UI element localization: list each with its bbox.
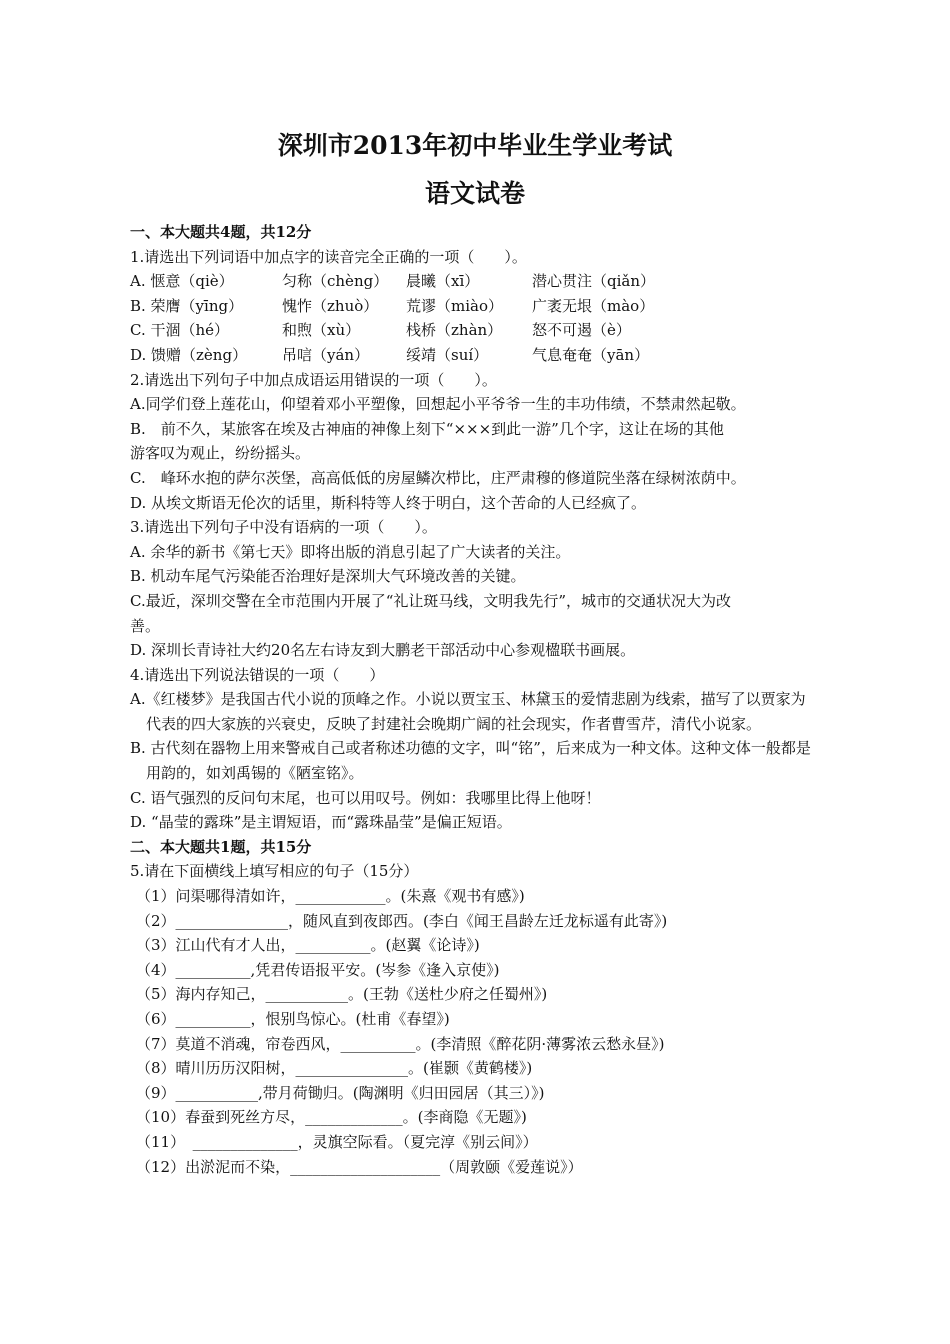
fill-blank-item: （9）___________,带月荷锄归。(陶渊明《归田园居（其三）》) bbox=[136, 1083, 545, 1102]
question-1 bbox=[130, 245, 820, 368]
question-stem: 2.请选出下列句子中加点成语运用错误的一项（ ）。 bbox=[130, 370, 497, 389]
option-cell: 晨曦（xī） bbox=[406, 272, 480, 291]
fill-blank-item: （12）出淤泥而不染，____________________（周敦颐《爱莲说》） bbox=[136, 1157, 583, 1176]
option-cell: D. 馈赠（zèng） bbox=[130, 345, 248, 364]
question-stem: 4.请选出下列说法错误的一项（ ） bbox=[130, 665, 385, 684]
question-4 bbox=[130, 663, 820, 835]
question-3 bbox=[130, 515, 820, 663]
option-cell: 和煦（xù） bbox=[282, 321, 361, 340]
fill-blank-item: （3）江山代有才人出，__________。(赵翼《论诗》) bbox=[136, 936, 480, 955]
fill-blank-item: （1）问渠哪得清如许，____________。(朱熹《观书有感》) bbox=[136, 887, 525, 906]
fill-blank-item: （11） ______________，灵旗空际看。（夏完淳《别云间》） bbox=[136, 1132, 538, 1151]
option-c: C. 峰环水抱的萨尔茨堡，高高低低的房屋鳞次栉比，庄严肃穆的修道院坐落在绿树浓荫中。 bbox=[130, 468, 746, 487]
option-a: A. 余华的新书《第七天》即将出版的消息引起了广大读者的关注。 bbox=[130, 542, 571, 561]
option-d: D. “晶莹的露珠”是主谓短语，而“露珠晶莹”是偏正短语。 bbox=[130, 813, 512, 832]
option-b: B. 前不久，某旅客在埃及古神庙的神像上刻下“×××到此一游”几个字，这让在场的其他 bbox=[130, 419, 724, 438]
option-d: D. 从埃文斯语无伦次的话里，斯科特等人终于明白，这个苦命的人已经疯了。 bbox=[130, 493, 647, 512]
question-stem: 5.请在下面横线上填写相应的句子（15分） bbox=[130, 862, 419, 881]
option-a: A.同学们登上莲花山，仰望着邓小平塑像，回想起小平爷爷一生的丰功伟绩，不禁肃然起敬。 bbox=[130, 395, 746, 414]
option-row-a bbox=[130, 269, 820, 294]
option-c-continued: 善。 bbox=[130, 616, 161, 635]
question-stem: 1.请选出下列词语中加点字的读音完全正确的一项（ ）。 bbox=[130, 247, 527, 266]
section-2-heading: 二、本大题共1题，共15分 bbox=[130, 837, 312, 856]
option-row-d bbox=[130, 343, 820, 368]
fill-blank-item: （2）_______________，随风直到夜郎西。(李白《闻王昌龄左迁龙标遥有此寄》) bbox=[136, 911, 668, 930]
option-c: C. 语气强烈的反问句末尾，也可以用叹号。例如：我哪里比得上他呀！ bbox=[130, 788, 601, 807]
question-5 bbox=[130, 859, 820, 1179]
fill-blank-item: （10）春蚕到死丝方尽，_____________。(李商隐《无题》) bbox=[136, 1108, 527, 1127]
option-cell: 气息奄奄（yān） bbox=[532, 345, 650, 364]
option-cell: C. 干涸（hé） bbox=[130, 321, 230, 340]
option-cell: A. 惬意（qiè） bbox=[130, 272, 234, 291]
option-cell: 愧怍（zhuò） bbox=[282, 296, 379, 315]
question-2 bbox=[130, 368, 820, 516]
question-stem: 3.请选出下列句子中没有语病的一项（ ）。 bbox=[130, 518, 437, 537]
option-cell: 吊唁（yán） bbox=[282, 345, 370, 364]
exam-subtitle: 语文试卷 bbox=[424, 179, 525, 208]
option-cell: 绥靖（suí） bbox=[406, 345, 489, 364]
option-cell: 栈桥（zhàn） bbox=[406, 321, 503, 340]
fill-blank-item: （8）晴川历历汉阳树，_______________。(崔颢《黄鹤楼》) bbox=[136, 1059, 533, 1078]
exam-title: 深圳市2013年初中毕业生学业考试 bbox=[277, 131, 673, 160]
option-b: B. 古代刻在器物上用来警戒自己或者称述功德的文字，叫“铭”，后来成为一种文体。这种文体一般都是用韵的，如刘禹锡的《陋室铭》。 bbox=[130, 739, 811, 783]
option-d: D. 深圳长青诗社大约20名左右诗友到大鹏老干部活动中心参观楹联书画展。 bbox=[130, 641, 636, 660]
exam-page bbox=[130, 128, 820, 1179]
option-cell: 荒谬（miào） bbox=[406, 296, 503, 315]
section-1-heading: 一、本大题共4题，共12分 bbox=[130, 223, 312, 241]
option-cell: 潜心贯注（qiǎn） bbox=[532, 272, 656, 291]
option-cell: 怒不可遏（è） bbox=[532, 321, 631, 340]
option-b-continued: 游客叹为观止，纷纷摇头。 bbox=[130, 444, 311, 463]
fill-blank-item: （5）海内存知己，___________。(王勃《送杜少府之任蜀州》) bbox=[136, 985, 548, 1004]
option-row-b bbox=[130, 294, 820, 319]
fill-blank-item: （6）__________，恨别鸟惊心。(杜甫《春望》) bbox=[136, 1010, 450, 1028]
fill-blank-item: （4）__________,凭君传语报平安。(岑参《逢入京使》) bbox=[136, 960, 500, 979]
option-b: B. 机动车尾气污染能否治理好是深圳大气环境改善的关键。 bbox=[130, 567, 526, 586]
option-cell: 匀称（chèng） bbox=[282, 272, 389, 291]
option-row-c bbox=[130, 318, 820, 343]
option-c: C.最近，深圳交警在全市范围内开展了“礼让斑马线，文明我先行”，城市的交通状况大为改 bbox=[130, 591, 732, 610]
option-cell: 广袤无垠（mào） bbox=[532, 296, 655, 315]
option-a: A.《红楼梦》是我国古代小说的顶峰之作。小说以贾宝玉、林黛玉的爱情悲剧为线索，描写了以贾家为代表的四大家族的兴衰史，反映了封建社会晚期广阔的社会现实，作者曹雪芹，清代小说家。 bbox=[130, 690, 806, 733]
option-cell: B. 荣膺（yīng） bbox=[130, 296, 244, 315]
fill-blank-item: （7）莫道不消魂，帘卷西风，__________。(李清照《醉花阴·薄雾浓云愁永昼》) bbox=[136, 1034, 665, 1053]
